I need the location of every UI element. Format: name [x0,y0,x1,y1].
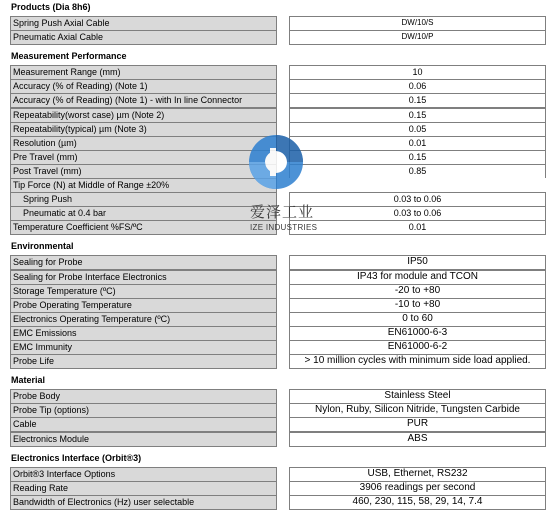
spec-label: Resolution (µm) [10,136,277,151]
spec-value: 0.01 [289,220,546,235]
spec-label: Electronics Module [10,432,277,447]
spec-label: Repeatability(typical) µm (Note 3) [10,122,277,137]
spec-label: Bandwidth of Electronics (Hz) user selectable [10,495,277,510]
section-title: Products (Dia 8h6) [11,2,91,12]
spec-value: DW/10/P [289,30,546,45]
spec-label: Pneumatic at 0.4 bar [10,206,277,221]
spec-value: 0.03 to 0.06 [289,206,546,221]
spec-label: Cable [10,417,277,432]
section-title: Material [11,375,46,386]
watermark-english-text: IZE INDUSTRIES [250,223,318,232]
spec-value: PUR [289,417,546,432]
spec-label: Probe Tip (options) [10,403,277,418]
spec-value: EN61000-6-3 [289,326,546,341]
spec-value: > 10 million cycles with minimum side load applied. [289,354,546,369]
spec-value: USB, Ethernet, RS232 [289,467,546,482]
spec-value: 0.15 [289,108,546,123]
spec-value: Stainless Steel [289,389,546,404]
spec-label: Pneumatic Axial Cable [10,30,277,45]
spec-label: Sealing for Probe Interface Electronics [10,270,277,285]
spec-value: DW/10/S [289,16,546,31]
spec-label: EMC Emissions [10,326,277,341]
spec-value: EN61000-6-2 [289,340,546,355]
spec-label: Temperature Coefficient %FS/ºC [10,220,277,235]
spec-label: Orbit®3 Interface Options [10,467,277,482]
spec-value: 0 to 60 [289,312,546,327]
spec-value [289,178,546,193]
spec-value: 0.85 [289,164,546,179]
spec-label: Accuracy (% of Reading) (Note 1) - with In line Connector [10,93,277,108]
spec-label: Reading Rate [10,481,277,496]
spec-label: Measurement Range (mm) [10,65,277,80]
spec-label: Storage Temperature (ºC) [10,284,277,299]
spec-label: Post Travel (mm) [10,164,277,179]
spec-label: Probe Operating Temperature [10,298,277,313]
spec-label: Electronics Operating Temperature (ºC) [10,312,277,327]
spec-value: IP43 for module and TCON [289,270,546,285]
spec-value: 0.01 [289,136,546,151]
spec-value: 0.15 [289,93,546,108]
spec-value: -10 to +80 [289,298,546,313]
spec-label: Spring Push Axial Cable [10,16,277,31]
section-title: Environmental [11,241,74,252]
spec-value: Nylon, Ruby, Silicon Nitride, Tungsten Carbide [289,403,546,418]
spec-value: ABS [289,432,546,447]
spec-value: 10 [289,65,546,80]
spec-label: Repeatability(worst case) µm (Note 2) [10,108,277,123]
spec-label: Tip Force (N) at Middle of Range ±20% [10,178,277,193]
spec-label: Probe Life [10,354,277,369]
spec-label: Probe Body [10,389,277,404]
spec-value: 460, 230, 115, 58, 29, 14, 7.4 [289,495,546,510]
spec-label: Sealing for Probe [10,255,277,270]
spec-label: Accuracy (% of Reading) (Note 1) [10,79,277,94]
watermark-chinese-text: 爱泽工业 [250,203,315,221]
spec-value: 0.06 [289,79,546,94]
spec-label: EMC Immunity [10,340,277,355]
spec-value: IP50 [289,255,546,270]
spec-label: Spring Push [10,192,277,207]
section-title: Electronics Interface (Orbit®3) [11,452,142,463]
spec-label: Pre Travel (mm) [10,150,277,165]
spec-value: 0.15 [289,150,546,165]
section-title: Measurement Performance [11,51,127,62]
spec-value: 0.05 [289,122,546,137]
spec-value: -20 to +80 [289,284,546,299]
spec-value: 3906 readings per second [289,481,546,496]
spec-value: 0.03 to 0.06 [289,192,546,207]
